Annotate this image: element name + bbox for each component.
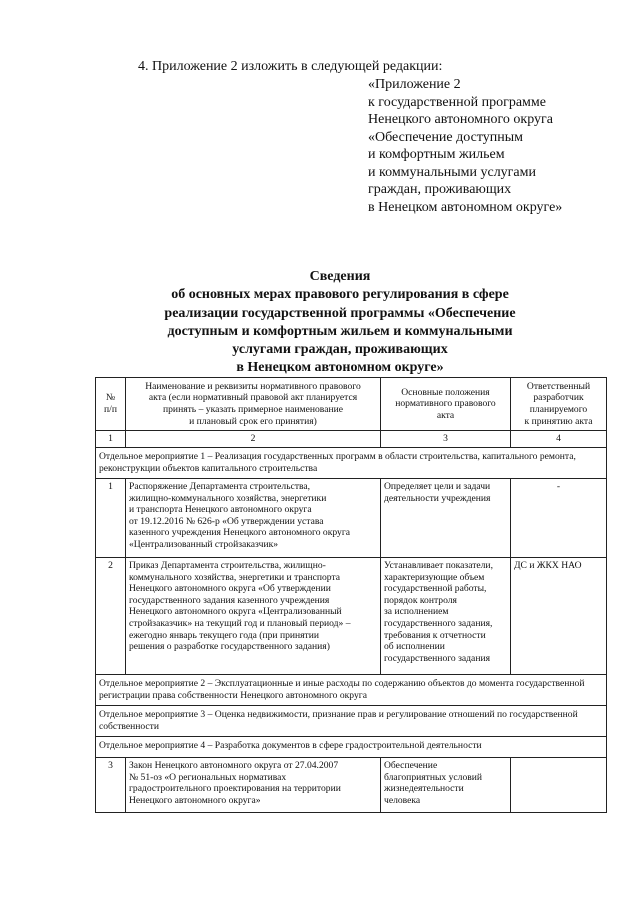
title-line: Сведения bbox=[309, 269, 371, 284]
section-row bbox=[96, 737, 607, 758]
index-row bbox=[96, 431, 607, 448]
amendment-intro: 4. Приложение 2 изложить в следующей редакции: bbox=[138, 59, 443, 74]
measures-table bbox=[95, 377, 607, 813]
annex-line: Ненецкого автономного округа bbox=[368, 112, 553, 127]
index-cell: 4 bbox=[511, 431, 607, 448]
annex-line: граждан, проживающих bbox=[368, 182, 512, 197]
title-line: реализации государственной программы «Обеспечение bbox=[164, 305, 516, 321]
row-responsible bbox=[511, 758, 607, 813]
annex-line: и коммунальными услугами bbox=[368, 164, 536, 180]
table-row bbox=[96, 479, 607, 558]
document-title bbox=[120, 268, 560, 378]
row-responsible: ДС и ЖКХ НАО bbox=[511, 558, 607, 675]
header-num: № п/п bbox=[96, 378, 126, 431]
annex-line: к государственной программе bbox=[368, 94, 546, 110]
row-num: 1 bbox=[96, 479, 126, 558]
section-row bbox=[96, 448, 607, 479]
annex-line: в Ненецком автономном округе» bbox=[368, 199, 563, 215]
title-line: об основных мерах правового регулирования в сфере bbox=[171, 287, 509, 303]
header-row bbox=[96, 378, 607, 431]
section-row bbox=[96, 675, 607, 706]
title-line: услугами граждан, проживающих bbox=[232, 342, 448, 358]
annex-line: и комфортным жильем bbox=[368, 147, 505, 162]
index-cell: 1 bbox=[96, 431, 126, 448]
row-name: Распоряжение Департамента строительства, жилищно-коммунального хозяйства, энергетики и транспорта Ненецкого автономного округа от 19.12.2016 № 626-р «Об утверждении устава казенного учреждения Ненецкого автономного округа «Централизованный стройзаказчик» bbox=[126, 479, 381, 558]
index-cell: 3 bbox=[381, 431, 511, 448]
row-name: Закон Ненецкого автономного округа от 27.04.2007 № 51-оз «О региональных нормативах градостроительного проектирования на территории Ненецкого автономного округа» bbox=[126, 758, 381, 813]
row-num: 2 bbox=[96, 558, 126, 675]
table-row bbox=[96, 758, 607, 813]
title-line: доступным и комфортным жильем и коммунальными bbox=[167, 323, 513, 339]
row-name: Приказ Департамента строительства, жилищно- коммунального хозяйства, энергетики и транспорта Ненецкого автономного округа «Об утверждении государственного задания казенного учреждения Ненецкого автономного округа «Централизованный стройзаказчик» на текущий год и плановый период» – ежегодно январь текущего года (при принятии решения о разработке государственного задания) bbox=[126, 558, 381, 675]
section-row bbox=[96, 706, 607, 737]
row-provisions: Обеспечение благоприятных условий жизнедеятельности человека bbox=[381, 758, 511, 813]
annex-line: «Обеспечение доступным bbox=[368, 129, 524, 145]
row-provisions: Устанавливает показатели, характеризующие объем государственной работы, порядок контроля за исполнением государственного задания, требования к отчетности об исполнении государственного задания bbox=[381, 558, 511, 675]
annex-line: «Приложение 2 bbox=[368, 77, 461, 92]
row-provisions: Определяет цели и задачи деятельности учреждения bbox=[381, 479, 511, 558]
title-line: в Ненецком автономном округе» bbox=[236, 360, 444, 376]
section-2: Отдельное мероприятие 2 – Эксплуатационные и иные расходы по содержанию объектов до момента государственной регистрации права собственности Ненецкого автономного округа bbox=[96, 675, 607, 706]
header-provisions: Основные положения нормативного правового акта bbox=[381, 378, 511, 431]
section-3: Отдельное мероприятие 3 – Оценка недвижимости, признание прав и регулирование отношений по государственной собственности bbox=[96, 706, 607, 737]
annex-header bbox=[368, 76, 562, 216]
row-num: 3 bbox=[96, 758, 126, 813]
section-1: Отдельное мероприятие 1 – Реализация государственных программ в области строительства, капитального ремонта, реконструкции объектов капитального строительства bbox=[96, 448, 607, 479]
table-row bbox=[96, 558, 607, 675]
index-cell: 2 bbox=[126, 431, 381, 448]
header-responsible: Ответственный разработчик планируемого к принятию акта bbox=[511, 378, 607, 431]
header-name: Наименование и реквизиты нормативного правового акта (если нормативный правовой акт планируется принять – указать примерное наименование и плановый срок его принятия) bbox=[126, 378, 381, 431]
row-responsible: - bbox=[511, 479, 607, 558]
section-4: Отдельное мероприятие 4 – Разработка документов в сфере градостроительной деятельности bbox=[96, 737, 607, 758]
